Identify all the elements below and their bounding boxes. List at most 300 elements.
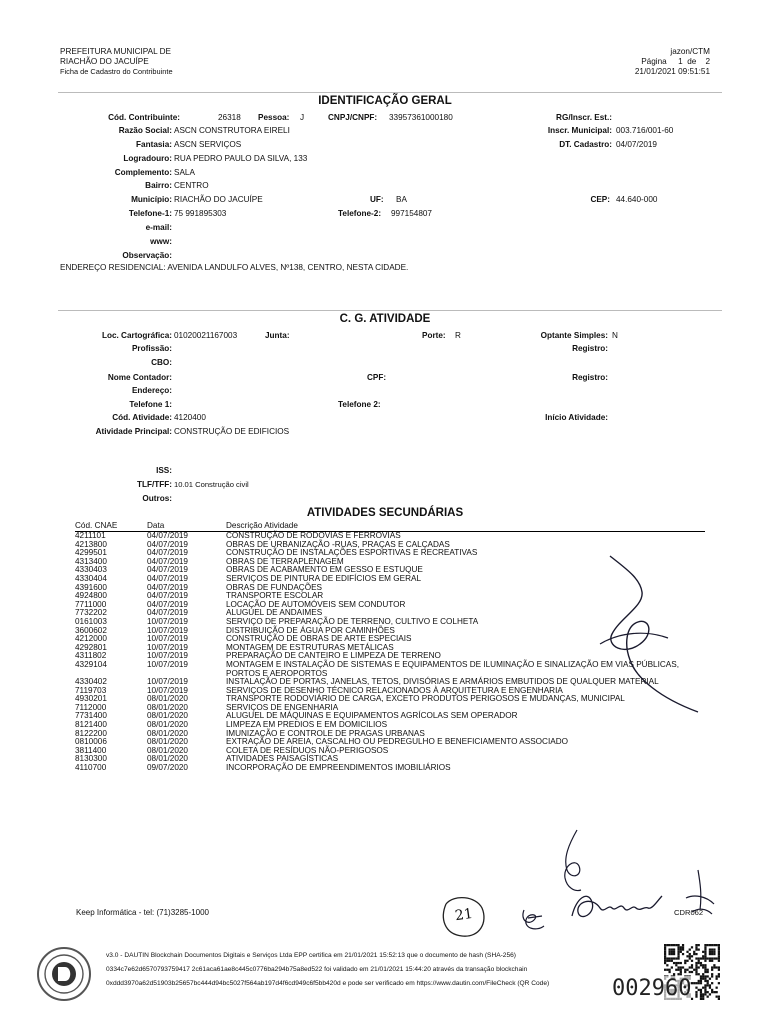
cell-descricao: CONSTRUÇÃO DE RODOVIAS E FERROVIAS [226, 531, 401, 540]
cell-descricao: ATIVIDADES PAISAGÍSTICAS [226, 754, 339, 764]
cell-cnae: 4311802 [75, 651, 107, 661]
org-line-2: RIACHÃO DO JACUÍPE [60, 57, 149, 66]
qr-module [680, 969, 682, 971]
qr-module [702, 957, 704, 959]
print-datetime: 21/01/2021 09:51:51 [634, 67, 710, 76]
qr-module [711, 966, 713, 968]
qr-module [704, 989, 706, 991]
qr-module [689, 966, 691, 968]
label-telefone-contador-1: Telefone 1: [129, 400, 172, 409]
qr-module [673, 944, 675, 946]
cell-cnae: 0810006 [75, 737, 107, 747]
qr-module [700, 982, 702, 984]
cell-descricao: LIMPEZA EM PREDIOS E EM DOMICILIOS [226, 720, 388, 730]
qr-module [693, 951, 695, 953]
signature-large [580, 548, 720, 718]
label-profissao: Profissão: [131, 344, 172, 353]
cell-data: 08/01/2020 [147, 720, 188, 730]
section-title-atividade: C. G. ATIVIDADE [339, 313, 431, 325]
qr-module [695, 971, 697, 973]
qr-module [691, 971, 693, 973]
qr-module [668, 948, 670, 950]
qr-module [718, 951, 720, 953]
qr-module [707, 944, 709, 946]
qr-module [718, 957, 720, 959]
qr-module [704, 960, 706, 962]
qr-module [686, 955, 688, 957]
user-id: jazon/CTM [670, 47, 710, 56]
qr-module [671, 960, 673, 962]
value-cod-atividade: 4120400 [174, 413, 206, 422]
qr-module [677, 948, 679, 950]
document-number: 002960 [612, 976, 692, 1001]
qr-module [711, 951, 713, 953]
qr-module [666, 964, 668, 966]
qr-module [704, 966, 706, 968]
qr-module [704, 964, 706, 966]
cell-data: 10/07/2019 [147, 625, 188, 635]
qr-module [700, 998, 702, 1000]
qr-module [716, 975, 718, 977]
qr-module [668, 957, 670, 959]
value-telefone-2: 997154807 [391, 209, 432, 218]
qr-module [673, 953, 675, 955]
value-cnpj: 33957361000180 [389, 113, 453, 122]
qr-module [671, 957, 673, 959]
label-optante-simples: Optante Simples: [540, 331, 608, 340]
qr-module [680, 971, 682, 973]
cell-data: 08/01/2020 [147, 728, 188, 738]
qr-module [707, 982, 709, 984]
cell-descricao: MONTAGEM DE ESTRUTURAS METÁLICAS [226, 642, 394, 652]
cell-cnae: 4330402 [75, 677, 107, 687]
qr-module [718, 966, 720, 968]
qr-module [684, 969, 686, 971]
qr-module [675, 944, 677, 946]
qr-module [711, 960, 713, 962]
qr-module [709, 951, 711, 953]
qr-module [682, 944, 684, 946]
qr-module [671, 966, 673, 968]
qr-module [713, 991, 715, 993]
page-stamp-number: 21 [453, 905, 474, 925]
page-number: 1 [678, 57, 683, 66]
qr-module [704, 944, 706, 946]
label-logradouro: Logradouro: [123, 154, 172, 163]
value-telefone-1: 75 991895303 [174, 209, 227, 218]
qr-module [668, 960, 670, 962]
qr-module [668, 953, 670, 955]
cell-cnae: 4313400 [75, 556, 107, 566]
label-email: e-mail: [145, 223, 172, 232]
cell-data: 04/07/2019 [147, 582, 188, 592]
cell-data: 10/07/2019 [147, 616, 188, 626]
qr-module [707, 991, 709, 993]
label-pessoa: Pessoa: [258, 113, 290, 122]
qr-module [713, 957, 715, 959]
qr-module [680, 948, 682, 950]
cell-cnae: 4924800 [75, 591, 107, 601]
page-label: Página [641, 57, 667, 66]
qr-module [704, 955, 706, 957]
qr-module [702, 998, 704, 1000]
qr-module [680, 946, 682, 948]
qr-module [716, 957, 718, 959]
value-insc-municipal: 003.716/001-60 [616, 126, 674, 135]
cell-data: 10/07/2019 [147, 685, 188, 695]
qr-module [704, 991, 706, 993]
value-cod-contribuinte: 26318 [218, 113, 241, 122]
qr-module [668, 951, 670, 953]
qr-module [718, 946, 720, 948]
cell-data: 08/01/2020 [147, 711, 188, 721]
label-atividade-principal: Atividade Principal: [95, 427, 172, 436]
qr-module [664, 955, 666, 957]
qr-module [673, 951, 675, 953]
qr-module [713, 948, 715, 950]
qr-module [677, 953, 679, 955]
label-observacao: Observação: [122, 251, 172, 260]
cursive-stroke [572, 896, 662, 917]
qr-module [695, 953, 697, 955]
qr-module [664, 957, 666, 959]
qr-module [711, 973, 713, 975]
label-municipio: Município: [131, 195, 172, 204]
cell-cnae: 4930201 [75, 694, 107, 704]
label-iss: ISS: [156, 466, 172, 475]
qr-module [698, 982, 700, 984]
qr-module [702, 978, 704, 980]
qr-module [695, 962, 697, 964]
qr-module [709, 944, 711, 946]
qr-module [686, 960, 688, 962]
qr-module [671, 944, 673, 946]
page-indicator [641, 57, 710, 67]
label-telefone-2: Telefone-2: [338, 209, 382, 218]
cell-cnae: 7732202 [75, 608, 107, 618]
qr-module [698, 980, 700, 982]
qr-module [684, 971, 686, 973]
qr-module [695, 993, 697, 995]
qr-module [713, 966, 715, 968]
qr-module [675, 962, 677, 964]
cell-cnae: 3811400 [75, 745, 107, 755]
qr-module [677, 951, 679, 953]
cell-descricao: DISTRIBUIÇÃO DE ÁGUA POR CAMINHÕES [226, 625, 395, 635]
label-nome-contador: Nome Contador: [107, 373, 172, 382]
qr-module [695, 966, 697, 968]
qr-module [698, 944, 700, 946]
qr-module [704, 953, 706, 955]
qr-module [718, 975, 720, 977]
cell-cnae: 7112000 [75, 702, 107, 712]
cell-descricao: IMUNIZAÇÃO E CONTROLE DE PRAGAS URBANAS [226, 728, 425, 738]
qr-module [704, 946, 706, 948]
cell-cnae: 8130300 [75, 754, 107, 764]
qr-module [702, 966, 704, 968]
qr-module [695, 969, 697, 971]
page-of: de [687, 57, 697, 66]
qr-module [689, 953, 691, 955]
qr-module [716, 978, 718, 980]
cell-data: 04/07/2019 [147, 531, 188, 540]
label-cnpj: CNPJ/CNPF: [328, 113, 378, 122]
qr-module [686, 951, 688, 953]
qr-module [718, 953, 720, 955]
label-telefone-contador-2: Telefone 2: [338, 400, 381, 409]
cell-data: 10/07/2019 [147, 659, 188, 669]
qr-module [700, 993, 702, 995]
qr-module [704, 980, 706, 982]
qr-module [664, 946, 666, 948]
cell-descricao: SERVIÇO DE PREPARAÇÃO DE TERRENO, CULTIVO E COLHETA [226, 616, 479, 626]
qr-module [718, 973, 720, 975]
qr-module [664, 960, 666, 962]
cell-cnae: 8121400 [75, 720, 107, 730]
value-complemento: SALA [174, 168, 195, 177]
qr-module [700, 980, 702, 982]
qr-module [680, 951, 682, 953]
cell-cnae: 4391600 [75, 582, 107, 592]
qr-module [702, 987, 704, 989]
cell-cnae: 4330404 [75, 573, 107, 583]
qr-module [691, 946, 693, 948]
qr-module [700, 964, 702, 966]
cell-descricao: CONSTRUÇÃO DE OBRAS DE ARTE ESPECIAIS [226, 634, 412, 644]
cell-cnae: 7731400 [75, 711, 107, 721]
qr-module [700, 989, 702, 991]
qr-module [698, 966, 700, 968]
qr-module [718, 996, 720, 998]
cell-cnae: 3600602 [75, 625, 107, 635]
qr-module [695, 982, 697, 984]
cell-cnae: 4330403 [75, 565, 107, 575]
cell-cnae: 4213800 [75, 539, 107, 549]
label-endereco: Endereço: [131, 386, 172, 395]
initials-mark [518, 906, 548, 934]
qr-module [707, 969, 709, 971]
qr-module [709, 993, 711, 995]
cell-data: 04/07/2019 [147, 548, 188, 558]
qr-module [704, 987, 706, 989]
qr-module [700, 962, 702, 964]
qr-module [709, 978, 711, 980]
qr-module [691, 960, 693, 962]
section-divider [58, 92, 722, 93]
qr-module [695, 987, 697, 989]
qr-module [664, 969, 666, 971]
cell-descricao: INCORPORAÇÃO DE EMPREENDIMENTOS IMOBILIÁRIOS [226, 763, 451, 773]
cell-descricao: INSTALAÇÃO DE PORTAS, JANELAS, TETOS, DIVISÓRIAS E ARMÁRIOS EMBUTIDOS DE QUALQUER MATERIAL [226, 677, 659, 687]
label-loc-cartografica: Loc. Cartográfica: [101, 331, 172, 340]
cell-data: 08/01/2020 [147, 754, 188, 764]
qr-module [707, 957, 709, 959]
qr-module [671, 951, 673, 953]
section-title-secundarias: ATIVIDADES SECUNDÁRIAS [306, 507, 464, 519]
qr-module [695, 991, 697, 993]
qr-module [666, 960, 668, 962]
qr-module [671, 953, 673, 955]
section-divider [58, 310, 722, 311]
qr-module [695, 944, 697, 946]
qr-module [702, 975, 704, 977]
qr-module [700, 996, 702, 998]
qr-module [702, 955, 704, 957]
qr-module [709, 948, 711, 950]
qr-module [704, 993, 706, 995]
qr-module [666, 957, 668, 959]
cell-descricao: ALUGUEL DE MÁQUINAS E EQUIPAMENTOS AGRÍCOLAS SEM OPERADOR [226, 711, 518, 721]
value-loc-cartografica: 01020021167003 [174, 331, 238, 340]
qr-module [704, 975, 706, 977]
qr-module [664, 951, 666, 953]
qr-module [704, 984, 706, 986]
label-uf: UF: [370, 195, 384, 204]
label-cod-contribuinte: Cód. Contribuinte: [108, 113, 180, 122]
cell-data: 10/07/2019 [147, 634, 188, 644]
cell-descricao: OBRAS DE FUNDAÇÕES [226, 582, 322, 592]
qr-module [695, 948, 697, 950]
org-line-3: Ficha de Cadastro do Contribuinte [60, 67, 173, 76]
qr-module [668, 944, 670, 946]
qr-module [707, 984, 709, 986]
cell-descricao: OBRAS DE URBANIZAÇÃO -RUAS, PRAÇAS E CALÇADAS [226, 539, 450, 549]
label-inicio-atividade: Início Atividade: [545, 413, 608, 422]
value-fantasia: ASCN SERVIÇOS [174, 140, 242, 149]
qr-module [691, 964, 693, 966]
qr-module [684, 960, 686, 962]
label-complemento: Complemento: [114, 168, 172, 177]
qr-module [664, 948, 666, 950]
label-www: www: [150, 237, 172, 246]
cell-data: 08/01/2020 [147, 694, 188, 704]
qr-module [702, 993, 704, 995]
label-telefone-1: Telefone-1: [128, 209, 172, 218]
cell-cnae: 4299501 [75, 548, 107, 558]
cell-descricao: TRANSPORTE ESCOLAR [226, 591, 324, 601]
qr-module [704, 969, 706, 971]
label-bairro: Bairro: [145, 181, 172, 190]
qr-module [668, 971, 670, 973]
cell-descricao: COLETA DE RESÍDUOS NÃO-PERIGOSOS [226, 745, 389, 755]
qr-module [700, 991, 702, 993]
qr-module [693, 982, 695, 984]
table-header-row [75, 521, 705, 532]
value-pessoa: J [300, 113, 305, 122]
qr-module [698, 957, 700, 959]
column-header-cnae: Cód. CNAE [75, 521, 147, 532]
cell-data: 04/07/2019 [147, 591, 188, 601]
qr-module [682, 946, 684, 948]
qr-module [675, 957, 677, 959]
cell-cnae: 4110700 [75, 763, 107, 773]
cell-data: 08/01/2020 [147, 745, 188, 755]
qr-module [716, 987, 718, 989]
qr-module [671, 948, 673, 950]
label-tlf-tff: TLF/TFF: [136, 480, 172, 489]
cell-descricao: LOCAÇÃO DE AUTOMÓVEIS SEM CONDUTOR [226, 599, 406, 609]
qr-module [677, 966, 679, 968]
qr-module [673, 957, 675, 959]
signature-cursive [566, 880, 666, 930]
qr-module [673, 948, 675, 950]
cell-descricao: SERVIÇOS DE DESENHO TÉCNICO RELACIONADOS À ARQUITETURA E ENGENHARIA [226, 685, 563, 695]
qr-module [695, 964, 697, 966]
qr-module [709, 953, 711, 955]
value-razao-social: ASCN CONSTRUTORA EIRELI [174, 126, 290, 135]
qr-module [664, 953, 666, 955]
cell-data: 04/07/2019 [147, 599, 188, 609]
qr-module [695, 957, 697, 959]
cell-descricao: CONSTRUÇÃO DE INSTALAÇÕES ESPORTIVAS E RECREATIVAS [226, 548, 478, 558]
qr-module [689, 971, 691, 973]
section-title-identificacao: IDENTIFICAÇÃO GERAL [318, 95, 452, 107]
qr-module [718, 960, 720, 962]
qr-module [675, 969, 677, 971]
qr-module [718, 998, 720, 1000]
qr-module [716, 996, 718, 998]
qr-module [713, 951, 715, 953]
qr-module [673, 962, 675, 964]
label-registro-2: Registro: [572, 373, 608, 382]
seal-letter-mark [58, 967, 70, 981]
cell-data: 04/07/2019 [147, 556, 188, 566]
qr-module [686, 969, 688, 971]
cell-cnae: 7711000 [75, 599, 107, 609]
cell-cnae: 7119703 [75, 685, 107, 695]
column-header-data: Data [147, 521, 226, 532]
label-razao-social: Razão Social: [118, 126, 172, 135]
cell-descricao: SERVIÇOS DE ENGENHARIA [226, 702, 339, 712]
qr-module [677, 955, 679, 957]
qr-module [709, 960, 711, 962]
value-porte: R [455, 331, 461, 340]
cell-cnae: 4292801 [75, 642, 107, 652]
label-fantasia: Fantasia: [136, 140, 172, 149]
qr-module [718, 969, 720, 971]
cell-data: 09/07/2020 [147, 763, 188, 773]
qr-module [702, 951, 704, 953]
cell-descricao: OBRAS DE TERRAPLENAGEM [226, 556, 344, 566]
dautin-line-2: 0334c7e62d6570793759417 2c61aca61ae8c445c0776ba294b75a8ed522 foi validado em 21/01/2021 15:44:20 através da transação blockchain [106, 966, 528, 973]
qr-module [668, 969, 670, 971]
label-insc-municipal: Inscr. Municipal: [547, 126, 612, 135]
cell-data: 08/01/2020 [147, 737, 188, 747]
qr-module [711, 948, 713, 950]
value-uf: BA [396, 195, 407, 204]
cell-data: 04/07/2019 [147, 608, 188, 618]
qr-module [718, 982, 720, 984]
qr-module [691, 955, 693, 957]
qr-module [711, 957, 713, 959]
dautin-line-1: v3.0 - DAUTIN Blockchain Documentos Digitais e Serviços Ltda EPP certifica em 21/01/2021 15:52:13 que o documento de hash (SHA-256) [106, 952, 517, 959]
qr-module [709, 984, 711, 986]
qr-module [711, 991, 713, 993]
label-dt-cadastro: DT. Cadastro: [559, 140, 612, 149]
qr-module [704, 951, 706, 953]
qr-module [698, 960, 700, 962]
cell-cnae: 4211101 [75, 531, 106, 540]
qr-module [698, 948, 700, 950]
label-junta: Junta: [265, 331, 290, 340]
label-cep: CEP: [590, 195, 610, 204]
qr-module [677, 944, 679, 946]
org-line-1: PREFEITURA MUNICIPAL DE [60, 47, 172, 56]
qr-module [682, 948, 684, 950]
cell-data: 04/07/2019 [147, 539, 188, 549]
cell-descricao: SERVIÇOS DE PINTURA DE EDIFÍCIOS EM GERAL [226, 573, 422, 583]
qr-module [707, 980, 709, 982]
